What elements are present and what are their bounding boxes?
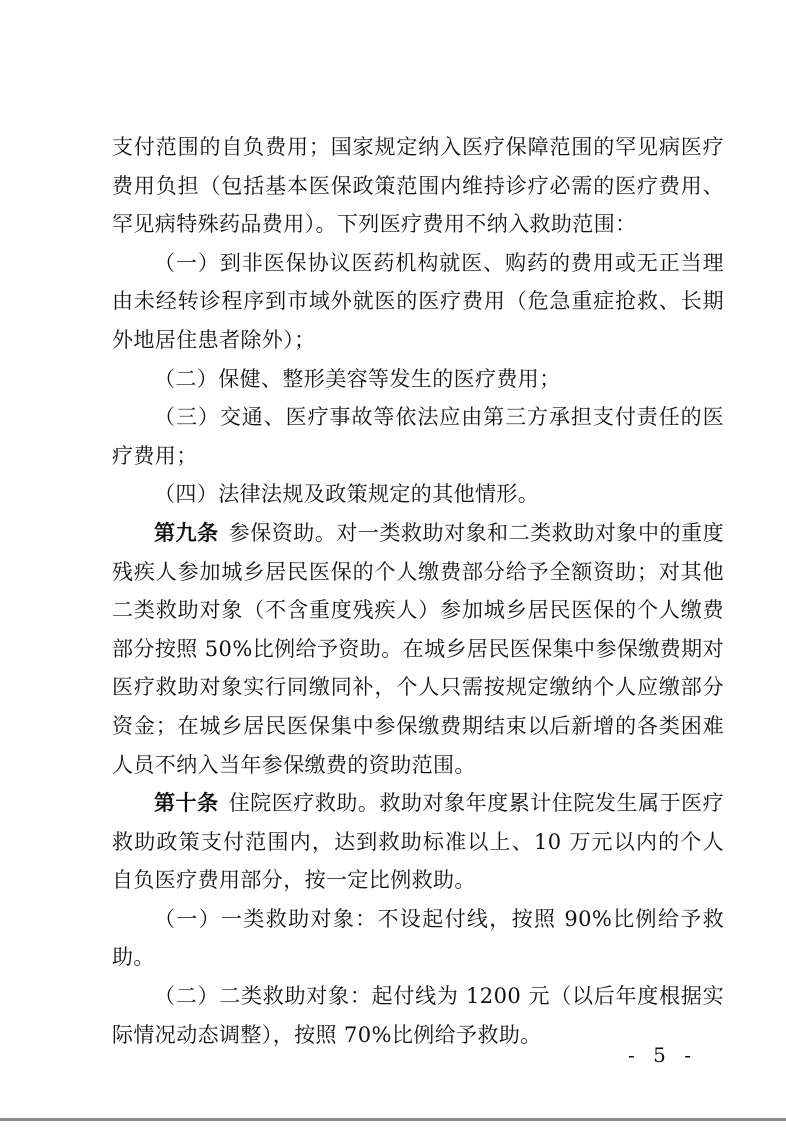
paragraph-text: （一）到非医保协议医药机构就医、购药的费用或无正当理由未经转诊程序到市域外就医的医疗费用（危急重症抢救、长期外地居住患者除外）； — [112, 250, 724, 352]
paragraph-text: （三）交通、医疗事故等依法应由第三方承担支付责任的医疗费用； — [112, 405, 724, 468]
page-number: - 5 - — [628, 1043, 697, 1067]
paragraph-item-3 — [112, 398, 724, 475]
scan-edge-line — [0, 1118, 786, 1121]
document-body — [112, 128, 724, 1054]
paragraph-text: （四）法律法规及政策规定的其他情形。 — [154, 482, 540, 507]
article-heading: 第九条 — [154, 519, 219, 545]
paragraph-item-4 — [112, 475, 724, 514]
paragraph-text: （一）一类救助对象：不设起付线，按照 90%比例给予救助。 — [112, 906, 724, 970]
paragraph-class-1 — [112, 900, 724, 977]
paragraph-text: 支付范围的自负费用；国家规定纳入医疗保障范围的罕见病医疗费用负担（包括基本医保政策范围内维持诊疗必需的医疗费用、罕见病特殊药品费用）。下列医疗费用不纳入救助范围： — [112, 135, 724, 237]
paragraph-text: （二）二类救助对象：起付线为 1200 元（以后年度根据实际情况动态调整），按照 70%比例给予救助。 — [112, 984, 724, 1047]
article-9 — [112, 514, 724, 784]
paragraph-item-2 — [112, 360, 724, 399]
paragraph-text: 住院医疗救助。救助对象年度累计住院发生属于医疗救助政策支付范围内，达到救助标准以上、10 万元以内的个人自负医疗费用部分，按一定比例救助。 — [112, 791, 725, 893]
paragraph-continued-scope — [112, 128, 724, 244]
article-heading: 第十条 — [154, 790, 219, 816]
article-10 — [112, 784, 724, 900]
paragraph-text: 参保资助。对一类救助对象和二类救助对象中的重度残疾人参加城乡居民医保的个人缴费部分给予全额资助；对其他二类救助对象（不含重度残疾人）参加城乡居民医保的个人缴费部分按照 50%比例给予资助。在城乡居民医保集中参保缴费期对医疗救助对象实行同缴同补，个人只需按规定缴纳个人应缴部分资金；在城乡居民医保集中参保缴费期结束以后新增的各类困难人员不纳入当年参保缴费的资助范围。 — [112, 520, 725, 777]
paragraph-item-1 — [112, 244, 724, 360]
paragraph-text: （二）保健、整形美容等发生的医疗费用； — [154, 366, 561, 391]
